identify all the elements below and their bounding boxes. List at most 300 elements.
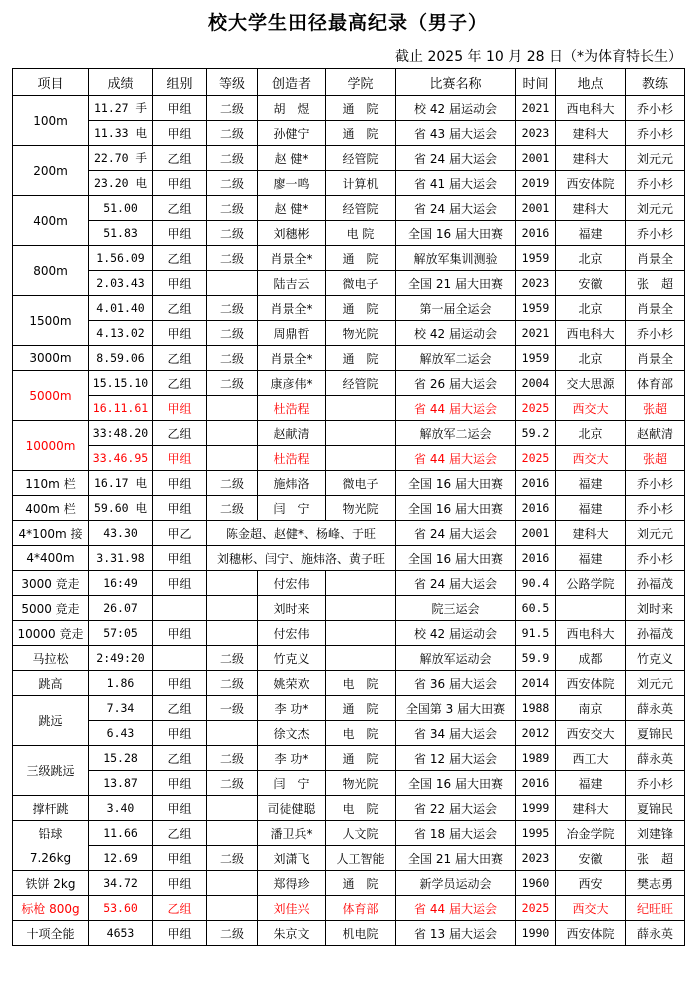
coach-cell: 夏锦民 [626, 721, 685, 746]
level-cell [207, 796, 258, 821]
group-cell: 乙组 [153, 146, 207, 171]
college-cell: 通 院 [326, 696, 396, 721]
level-cell: 二级 [207, 921, 258, 946]
table-row [13, 96, 685, 121]
mark-cell: 33:48.20 [89, 421, 153, 446]
mark-cell: 2.03.43 [89, 271, 153, 296]
college-cell: 微电子 [326, 271, 396, 296]
athlete-cell: 孙健宁 [258, 121, 326, 146]
level-cell: 二级 [207, 746, 258, 771]
col-header-place: 地点 [556, 69, 626, 96]
year-cell: 2016 [516, 546, 556, 571]
college-cell: 通 院 [326, 246, 396, 271]
col-header-year: 时间 [516, 69, 556, 96]
athlete-cell: 司徒健聪 [258, 796, 326, 821]
place-cell: 南京 [556, 696, 626, 721]
meet-cell: 新学员运动会 [396, 871, 516, 896]
records-table [12, 68, 685, 946]
coach-cell: 纪旺旺 [626, 896, 685, 921]
place-cell: 西交大 [556, 396, 626, 421]
place-cell: 建科大 [556, 196, 626, 221]
table-row [13, 371, 685, 396]
athlete-cell: 付宏伟 [258, 571, 326, 596]
coach-cell: 薛永英 [626, 696, 685, 721]
meet-cell: 省 22 届大运会 [396, 796, 516, 821]
group-cell: 乙组 [153, 421, 207, 446]
coach-cell: 乔小杉 [626, 471, 685, 496]
relay-members-cell: 陈金超、赵健*、杨峰、于旺 [207, 521, 396, 546]
level-cell: 二级 [207, 646, 258, 671]
level-cell: 二级 [207, 296, 258, 321]
group-cell: 乙组 [153, 821, 207, 846]
event-cell: 铁饼 2kg [13, 871, 89, 896]
coach-cell: 赵献清 [626, 421, 685, 446]
meet-cell: 省 41 届大运会 [396, 171, 516, 196]
college-cell: 通 院 [326, 871, 396, 896]
event-cell: 十项全能 [13, 921, 89, 946]
place-cell: 福建 [556, 546, 626, 571]
coach-cell: 刘时来 [626, 596, 685, 621]
relay-members-cell: 刘穗彬、闫宁、施炜洛、黄子旺 [207, 546, 396, 571]
col-header-coach: 教练 [626, 69, 685, 96]
level-cell: 二级 [207, 171, 258, 196]
place-cell: 北京 [556, 246, 626, 271]
year-cell: 1960 [516, 871, 556, 896]
athlete-cell: 李 功* [258, 746, 326, 771]
place-cell: 西电科大 [556, 621, 626, 646]
group-cell: 乙组 [153, 346, 207, 371]
college-cell [326, 421, 396, 446]
level-cell: 二级 [207, 221, 258, 246]
place-cell: 交大思源 [556, 371, 626, 396]
table-row [13, 321, 685, 346]
college-cell: 人文院 [326, 821, 396, 846]
year-cell: 1959 [516, 246, 556, 271]
group-cell: 甲组 [153, 721, 207, 746]
group-cell: 甲组 [153, 571, 207, 596]
place-cell: 福建 [556, 221, 626, 246]
as-of-date-note: 截止 2025 年 10 月 28 日（*为体育特长生） [395, 49, 682, 65]
group-cell [153, 596, 207, 621]
meet-cell: 全国 21 届大田赛 [396, 846, 516, 871]
event-cell: 800m [13, 246, 89, 296]
college-cell: 物光院 [326, 771, 396, 796]
level-cell [207, 421, 258, 446]
place-cell: 北京 [556, 296, 626, 321]
college-cell [326, 571, 396, 596]
coach-cell: 乔小杉 [626, 221, 685, 246]
mark-cell: 1.56.09 [89, 246, 153, 271]
mark-cell: 51.83 [89, 221, 153, 246]
table-row [13, 196, 685, 221]
table-row [13, 696, 685, 721]
group-cell: 甲组 [153, 846, 207, 871]
college-cell: 电 院 [326, 671, 396, 696]
college-cell: 通 院 [326, 121, 396, 146]
athlete-cell: 李 功* [258, 696, 326, 721]
level-cell [207, 821, 258, 846]
year-cell: 91.5 [516, 621, 556, 646]
year-cell: 2004 [516, 371, 556, 396]
place-cell: 福建 [556, 471, 626, 496]
year-cell: 2019 [516, 171, 556, 196]
year-cell: 2012 [516, 721, 556, 746]
year-cell: 2016 [516, 771, 556, 796]
col-header-group: 组别 [153, 69, 207, 96]
athlete-cell: 杜浩程 [258, 446, 326, 471]
college-cell: 通 院 [326, 346, 396, 371]
meet-cell: 省 43 届大运会 [396, 121, 516, 146]
event-cell: 400m [13, 196, 89, 246]
year-cell: 2023 [516, 846, 556, 871]
mark-cell: 51.00 [89, 196, 153, 221]
group-cell: 甲组 [153, 871, 207, 896]
college-cell: 计算机 [326, 171, 396, 196]
athlete-cell: 施炜洛 [258, 471, 326, 496]
table-row [13, 921, 685, 946]
place-cell: 西交大 [556, 446, 626, 471]
level-cell [207, 571, 258, 596]
table-row [13, 221, 685, 246]
level-cell [207, 446, 258, 471]
place-cell: 西工大 [556, 746, 626, 771]
college-cell: 电 院 [326, 796, 396, 821]
college-cell: 物光院 [326, 321, 396, 346]
year-cell: 1999 [516, 796, 556, 821]
year-cell: 1989 [516, 746, 556, 771]
coach-cell: 夏锦民 [626, 796, 685, 821]
athlete-cell: 徐文杰 [258, 721, 326, 746]
table-row [13, 471, 685, 496]
event-cell: 10000m [13, 421, 89, 471]
level-cell: 一级 [207, 696, 258, 721]
table-header-row [13, 69, 685, 96]
mark-cell: 23.20 电 [89, 171, 153, 196]
table-row [13, 721, 685, 746]
group-cell: 甲组 [153, 96, 207, 121]
meet-cell: 校 42 届运动会 [396, 621, 516, 646]
athlete-cell: 郑得珍 [258, 871, 326, 896]
group-cell: 乙组 [153, 296, 207, 321]
college-cell: 通 院 [326, 296, 396, 321]
place-cell: 冶金学院 [556, 821, 626, 846]
table-row [13, 771, 685, 796]
event-cell: 3000 竞走 [13, 571, 89, 596]
event-cell: 标枪 800g [13, 896, 89, 921]
mark-cell: 15.15.10 [89, 371, 153, 396]
group-cell: 乙组 [153, 896, 207, 921]
athlete-cell: 竹克义 [258, 646, 326, 671]
coach-cell: 乔小杉 [626, 496, 685, 521]
college-cell: 通 院 [326, 746, 396, 771]
year-cell: 2021 [516, 321, 556, 346]
table-row [13, 746, 685, 771]
group-cell: 乙组 [153, 696, 207, 721]
mark-cell: 11.33 电 [89, 121, 153, 146]
year-cell: 2025 [516, 396, 556, 421]
meet-cell: 校 42 届运动会 [396, 321, 516, 346]
group-cell: 甲组 [153, 621, 207, 646]
mark-cell: 13.87 [89, 771, 153, 796]
coach-cell: 乔小杉 [626, 96, 685, 121]
group-cell: 甲组 [153, 271, 207, 296]
place-cell: 福建 [556, 496, 626, 521]
table-row [13, 546, 685, 571]
place-cell: 西电科大 [556, 96, 626, 121]
event-cell: 铅球 [13, 821, 89, 846]
mark-cell: 4.13.02 [89, 321, 153, 346]
year-cell: 2001 [516, 521, 556, 546]
college-cell: 机电院 [326, 921, 396, 946]
meet-cell: 全国 16 届大田赛 [396, 471, 516, 496]
year-cell: 2025 [516, 446, 556, 471]
table-row [13, 271, 685, 296]
level-cell: 二级 [207, 496, 258, 521]
year-cell: 2023 [516, 271, 556, 296]
place-cell [556, 596, 626, 621]
mark-cell: 59.60 电 [89, 496, 153, 521]
place-cell: 安徽 [556, 846, 626, 871]
athlete-cell: 肖景全* [258, 246, 326, 271]
group-cell: 乙组 [153, 746, 207, 771]
mark-cell: 12.69 [89, 846, 153, 871]
coach-cell: 樊志勇 [626, 871, 685, 896]
coach-cell: 体育部 [626, 371, 685, 396]
level-cell [207, 871, 258, 896]
mark-cell: 16.11.61 [89, 396, 153, 421]
year-cell: 1995 [516, 821, 556, 846]
college-cell [326, 621, 396, 646]
event-cell: 200m [13, 146, 89, 196]
table-row [13, 521, 685, 546]
place-cell: 西安交大 [556, 721, 626, 746]
table-row [13, 846, 685, 871]
meet-cell: 省 18 届大运会 [396, 821, 516, 846]
coach-cell: 刘元元 [626, 521, 685, 546]
place-cell: 北京 [556, 346, 626, 371]
coach-cell: 乔小杉 [626, 771, 685, 796]
athlete-cell: 潘卫兵* [258, 821, 326, 846]
coach-cell: 刘元元 [626, 146, 685, 171]
meet-cell: 解放军二运会 [396, 421, 516, 446]
athlete-cell: 赵 健* [258, 146, 326, 171]
athlete-cell: 刘穗彬 [258, 221, 326, 246]
year-cell: 60.5 [516, 596, 556, 621]
event-cell: 5000 竞走 [13, 596, 89, 621]
level-cell: 二级 [207, 246, 258, 271]
coach-cell: 孙福茂 [626, 571, 685, 596]
coach-cell: 乔小杉 [626, 171, 685, 196]
college-cell: 人工智能 [326, 846, 396, 871]
meet-cell: 第一届全运会 [396, 296, 516, 321]
group-cell [153, 646, 207, 671]
mark-cell: 4.01.40 [89, 296, 153, 321]
meet-cell: 解放军运动会 [396, 646, 516, 671]
level-cell: 二级 [207, 671, 258, 696]
athlete-cell: 付宏伟 [258, 621, 326, 646]
group-cell: 甲组 [153, 546, 207, 571]
college-cell: 经管院 [326, 196, 396, 221]
athlete-cell: 廖一鸣 [258, 171, 326, 196]
group-cell: 乙组 [153, 196, 207, 221]
meet-cell: 省 24 届大运会 [396, 146, 516, 171]
year-cell: 2014 [516, 671, 556, 696]
mark-cell: 43.30 [89, 521, 153, 546]
group-cell: 甲组 [153, 171, 207, 196]
table-row [13, 171, 685, 196]
athlete-cell: 朱京文 [258, 921, 326, 946]
meet-cell: 全国 16 届大田赛 [396, 546, 516, 571]
coach-cell: 乔小杉 [626, 121, 685, 146]
coach-cell: 乔小杉 [626, 321, 685, 346]
group-cell: 甲组 [153, 446, 207, 471]
table-row [13, 396, 685, 421]
place-cell: 成都 [556, 646, 626, 671]
year-cell: 2016 [516, 496, 556, 521]
place-cell: 公路学院 [556, 571, 626, 596]
event-cell: 跳高 [13, 671, 89, 696]
mark-cell: 3.31.98 [89, 546, 153, 571]
mark-cell: 53.60 [89, 896, 153, 921]
coach-cell: 肖景全 [626, 296, 685, 321]
meet-cell: 省 26 届大运会 [396, 371, 516, 396]
mark-cell: 16.17 电 [89, 471, 153, 496]
athlete-cell: 赵献清 [258, 421, 326, 446]
col-header-mark: 成绩 [89, 69, 153, 96]
meet-cell: 省 36 届大运会 [396, 671, 516, 696]
year-cell: 1990 [516, 921, 556, 946]
level-cell [207, 721, 258, 746]
athlete-cell: 杜浩程 [258, 396, 326, 421]
mark-cell: 2:49:20 [89, 646, 153, 671]
table-row [13, 821, 685, 846]
coach-cell: 薛永英 [626, 746, 685, 771]
level-cell [207, 596, 258, 621]
coach-cell: 张超 [626, 396, 685, 421]
level-cell [207, 621, 258, 646]
mark-cell: 22.70 手 [89, 146, 153, 171]
event-cell: 1500m [13, 296, 89, 346]
athlete-cell: 刘时来 [258, 596, 326, 621]
mark-cell: 4653 [89, 921, 153, 946]
table-row [13, 246, 685, 271]
athlete-cell: 康彦伟* [258, 371, 326, 396]
coach-cell: 竹克义 [626, 646, 685, 671]
place-cell: 西安体院 [556, 171, 626, 196]
year-cell: 59.2 [516, 421, 556, 446]
college-cell [326, 596, 396, 621]
level-cell [207, 271, 258, 296]
meet-cell: 全国 16 届大田赛 [396, 221, 516, 246]
coach-cell: 张 超 [626, 271, 685, 296]
year-cell: 2016 [516, 471, 556, 496]
year-cell: 1959 [516, 296, 556, 321]
group-cell: 甲组 [153, 471, 207, 496]
meet-cell: 院三运会 [396, 596, 516, 621]
mark-cell: 11.66 [89, 821, 153, 846]
mark-cell: 6.43 [89, 721, 153, 746]
athlete-cell: 姚荣欢 [258, 671, 326, 696]
place-cell: 安徽 [556, 271, 626, 296]
group-cell: 乙组 [153, 246, 207, 271]
table-row [13, 496, 685, 521]
meet-cell: 省 34 届大运会 [396, 721, 516, 746]
coach-cell: 张 超 [626, 846, 685, 871]
college-cell: 电 院 [326, 721, 396, 746]
level-cell: 二级 [207, 121, 258, 146]
athlete-cell: 赵 健* [258, 196, 326, 221]
college-cell: 电 院 [326, 221, 396, 246]
group-cell: 甲组 [153, 121, 207, 146]
athlete-cell: 周鼎哲 [258, 321, 326, 346]
year-cell: 2021 [516, 96, 556, 121]
college-cell: 微电子 [326, 471, 396, 496]
place-cell: 西安体院 [556, 671, 626, 696]
event-cell: 5000m [13, 371, 89, 421]
event-cell: 400m 栏 [13, 496, 89, 521]
meet-cell: 解放军二运会 [396, 346, 516, 371]
place-cell: 建科大 [556, 796, 626, 821]
level-cell: 二级 [207, 771, 258, 796]
mark-cell: 34.72 [89, 871, 153, 896]
level-cell: 二级 [207, 196, 258, 221]
event-cell: 100m [13, 96, 89, 146]
level-cell [207, 896, 258, 921]
place-cell: 北京 [556, 421, 626, 446]
mark-cell: 7.34 [89, 696, 153, 721]
meet-cell: 省 44 届大运会 [396, 896, 516, 921]
page-title: 校大学生田径最高纪录（男子） [207, 12, 488, 34]
level-cell: 二级 [207, 321, 258, 346]
event-cell: 7.26kg [13, 846, 89, 871]
mark-cell: 57:05 [89, 621, 153, 646]
event-cell: 110m 栏 [13, 471, 89, 496]
meet-cell: 全国 16 届大田赛 [396, 496, 516, 521]
table-row [13, 871, 685, 896]
event-cell: 撑杆跳 [13, 796, 89, 821]
year-cell: 1988 [516, 696, 556, 721]
group-cell: 乙组 [153, 371, 207, 396]
mark-cell: 11.27 手 [89, 96, 153, 121]
event-cell: 4*400m [13, 546, 89, 571]
year-cell: 1959 [516, 346, 556, 371]
event-cell: 马拉松 [13, 646, 89, 671]
year-cell: 90.4 [516, 571, 556, 596]
coach-cell: 肖景全 [626, 346, 685, 371]
event-cell: 跳远 [13, 696, 89, 746]
table-row [13, 671, 685, 696]
table-row [13, 121, 685, 146]
athlete-cell: 陆吉云 [258, 271, 326, 296]
college-cell: 经管院 [326, 371, 396, 396]
records-body [13, 96, 685, 946]
meet-cell: 省 12 届大运会 [396, 746, 516, 771]
table-row [13, 896, 685, 921]
place-cell: 西交大 [556, 896, 626, 921]
meet-cell: 省 44 届大运会 [396, 396, 516, 421]
level-cell: 二级 [207, 371, 258, 396]
mark-cell: 33.46.95 [89, 446, 153, 471]
coach-cell: 刘元元 [626, 196, 685, 221]
coach-cell: 孙福茂 [626, 621, 685, 646]
place-cell: 福建 [556, 771, 626, 796]
coach-cell: 薛永英 [626, 921, 685, 946]
athlete-cell: 胡 煜 [258, 96, 326, 121]
mark-cell: 3.40 [89, 796, 153, 821]
meet-cell: 解放军集训测验 [396, 246, 516, 271]
coach-cell: 肖景全 [626, 246, 685, 271]
level-cell: 二级 [207, 846, 258, 871]
